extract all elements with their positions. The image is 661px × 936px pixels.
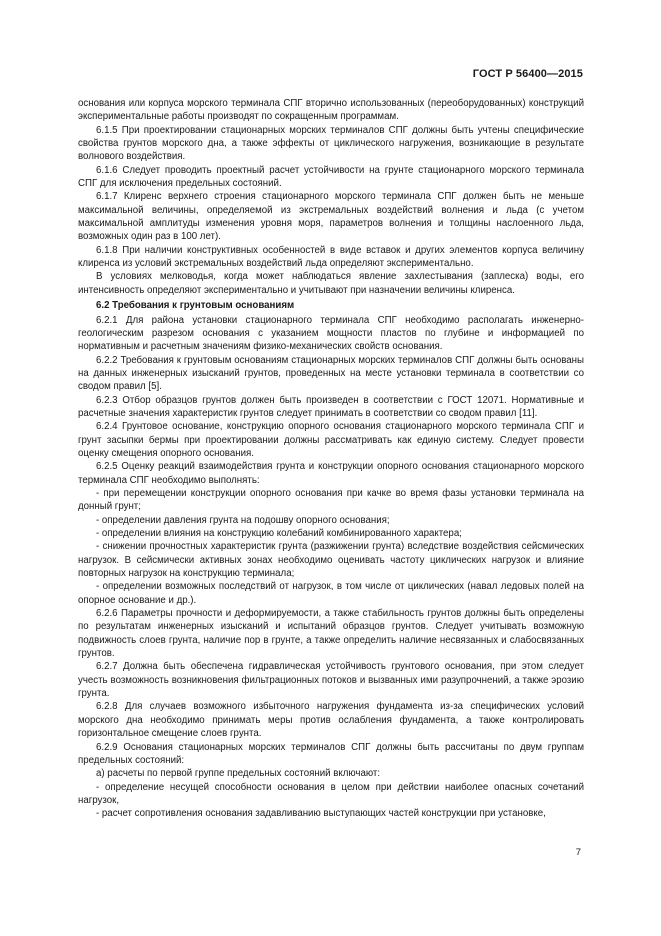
list-item: - расчет сопротивления основания задавливанию выступающих частей конструкции при установке, <box>96 808 546 820</box>
list-item: - снижении прочностных характеристик грунта (разжижении грунта) вследствие воздействия сейсмических нагрузок. В сейсмически активных зонах необходимо оценивать частоту циклических нагрузок и влияние повторных нагрузок на конструкцию терминала; <box>78 541 584 580</box>
clause-6-2-9: 6.2.9 Основания стационарных морских терминалов СПГ должны быть рассчитаны по двум группам предельных состояний: <box>78 741 584 766</box>
clause-6-2-4: 6.2.4 Грунтовое основание, конструкцию опорного основания стационарного морского терминала СПГ и грунт засыпки бермы при проектировании должны рассматривать как единую систему. Следует провести оценку смещения опорного основания. <box>78 421 584 459</box>
clause-6-2-2: 6.2.2 Требования к грунтовым основаниям стационарных морских терминалов СПГ должны быть основаны на данных инженерных изысканий грунтов, проведенных на месте установки терминала в соответствии со сводом правил [5]. <box>78 354 584 393</box>
list-item: - при перемещении конструкции опорного основания при качке во время фазы установки терминала на донный грунт; <box>78 487 584 513</box>
paragraph: В условиях мелководья, когда может наблюдаться явление захлестывания (заплеска) воды, его интенсивность определяют экспериментально и учитывают при назначении величины клиренса. <box>78 271 584 296</box>
clause-6-2-5: 6.2.5 Оценку реакций взаимодействия грунта и конструкции опорного основания стационарного морского терминала СПГ необходимо выполнять: <box>78 461 584 486</box>
body-text <box>78 97 584 821</box>
clause-6-2-1: 6.2.1 Для района установки стационарного терминала СПГ необходимо располагать инженерно-геологическим разрезом основания с указанием мощности пластов по глубине и информацией по нормативным и расчетным значениям физико-механических свойств основания. <box>78 314 584 353</box>
clause-6-1-8: 6.1.8 При наличии конструктивных особенностей в виде вставок и других элементов корпуса величину клиренса из условий экстремальных воздействий льда определяют экспериментально. <box>78 244 584 270</box>
list-item: а) расчеты по первой группе предельных состояний включают: <box>96 768 381 780</box>
clause-6-1-7: 6.1.7 Клиренс верхнего строения стационарного морского терминала СПГ должен быть не меньше максимальной величины, определяемой из экстремальных воздействий волнения и льда (с учетом максимальной амплитуды изменения уровня моря, параметров волнения и толщины наслоенного льда, возможных один раз в 100 лет). <box>78 191 584 243</box>
page-number: 7 <box>575 847 581 858</box>
list-item: - определении давления грунта на подошву опорного основания; <box>96 514 390 526</box>
clause-6-2-6: 6.2.6 Параметры прочности и деформируемости, а также стабильность грунтов должны быть определены по результатам инженерных изысканий и испытаний образцов грунтов. Следует учитывать возможную подвижность слоев грунта, наличие пор в грунте, а также определить наличие несвязанных и слабосвязанных грунтов. <box>78 608 584 660</box>
clause-6-1-5: 6.1.5 При проектировании стационарных морских терминалов СПГ должны быть учтены специфические свойства грунтов морского дна, а также эффекты от циклического нагружения, возникающие в результате волнового воздействия. <box>78 124 584 163</box>
paragraph: основания или корпуса морского терминала СПГ вторично использованных (переоборудованных) конструкций экспериментальные работы производят по сокращенным программам. <box>78 98 584 123</box>
section-heading-6-2: 6.2 Требования к грунтовым основаниям <box>96 300 295 312</box>
list-item: - определении возможных последствий от нагрузок, в том числе от циклических (навал ледовых полей на опорное основание и др.). <box>78 581 584 606</box>
clause-6-2-8: 6.2.8 Для случаев возможного избыточного нагружения фундамента из-за специфических условий морского дна необходимо принимать меры против ослабления фундамента, а также контролировать горизонтальное смещение слоев грунта. <box>78 701 584 740</box>
list-item: - определение несущей способности основания в целом при действии наиболее опасных сочетаний нагрузок, <box>78 781 584 806</box>
clause-6-1-6: 6.1.6 Следует проводить проектный расчет устойчивости на грунте стационарного морского терминала СПГ для исключения предельных состояний. <box>78 164 584 190</box>
clause-6-2-3: 6.2.3 Отбор образцов грунтов должен быть произведен в соответствии с ГОСТ 12071. Нормативные и расчетные значения характеристик грунтов следует принимать в соответствии со сводом правил [11]. <box>78 394 584 419</box>
clause-6-2-7: 6.2.7 Должна быть обеспечена гидравлическая устойчивость грунтового основания, при этом следует учесть возможность возникновения фильтрационных потоков и вызванных ими разупрочнений, а также эрозию грунта. <box>78 661 584 700</box>
list-item: - определении влияния на конструкцию колебаний комбинированного характера; <box>96 528 462 539</box>
standard-designation: ГОСТ Р 56400—2015 <box>472 68 583 80</box>
